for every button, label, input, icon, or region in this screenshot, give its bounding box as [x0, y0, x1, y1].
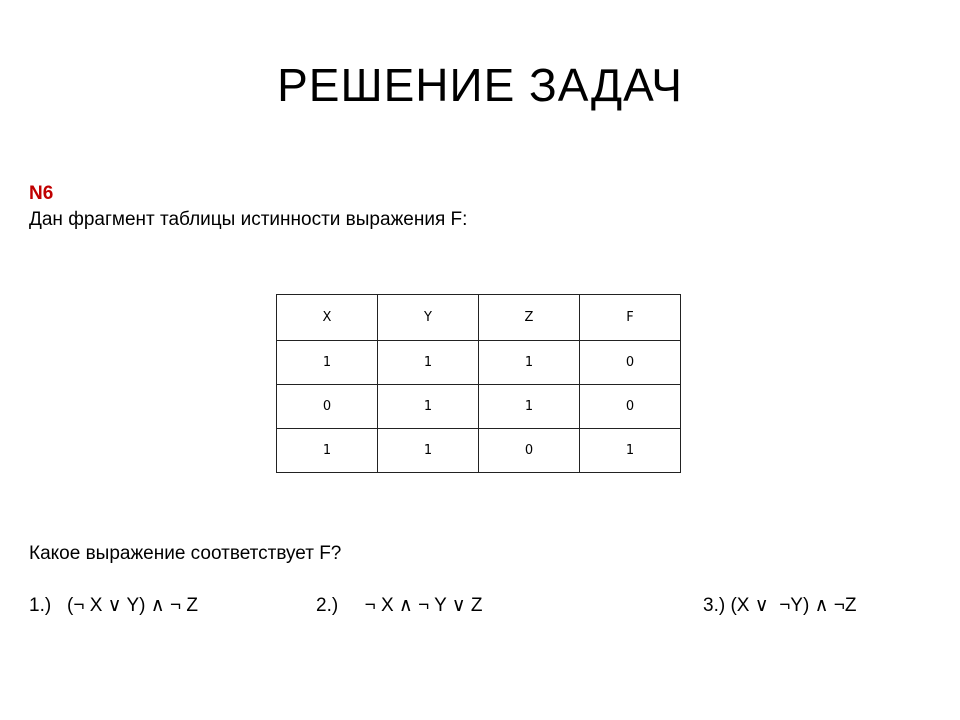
- question-text: Какое выражение соответствует F?: [29, 543, 342, 564]
- truth-table: [276, 294, 681, 473]
- answer-option-1: 1.) (¬ X ∨ Y) ∧ ¬ Z: [29, 595, 198, 616]
- table-cell: 0: [580, 341, 681, 385]
- task-statement: Дан фрагмент таблицы истинности выражения F:: [29, 209, 468, 230]
- header-cell-z: Z: [479, 295, 580, 341]
- table-cell: 1: [277, 429, 378, 473]
- table-cell: 1: [277, 341, 378, 385]
- table-cell: 1: [378, 341, 479, 385]
- table-cell: 1: [378, 429, 479, 473]
- table-cell: 1: [479, 385, 580, 429]
- header-cell-x: X: [277, 295, 378, 341]
- table-cell: 1: [479, 341, 580, 385]
- slide-title: РЕШЕНИЕ ЗАДАЧ: [277, 59, 683, 111]
- table-header-row: [277, 295, 681, 341]
- table-cell: 0: [580, 385, 681, 429]
- answer-option-3: 3.) (X ∨ ¬Y) ∧ ¬Z: [703, 595, 857, 616]
- table-row: [277, 341, 681, 385]
- task-number: N6: [29, 183, 54, 204]
- table-row: [277, 385, 681, 429]
- table-cell: 0: [479, 429, 580, 473]
- table-cell: 0: [277, 385, 378, 429]
- header-cell-f: F: [580, 295, 681, 341]
- table-cell: 1: [378, 385, 479, 429]
- table-cell: 1: [580, 429, 681, 473]
- header-cell-y: Y: [378, 295, 479, 341]
- table-row: [277, 429, 681, 473]
- answer-option-2: 2.) ¬ X ∧ ¬ Y ∨ Z: [316, 595, 483, 616]
